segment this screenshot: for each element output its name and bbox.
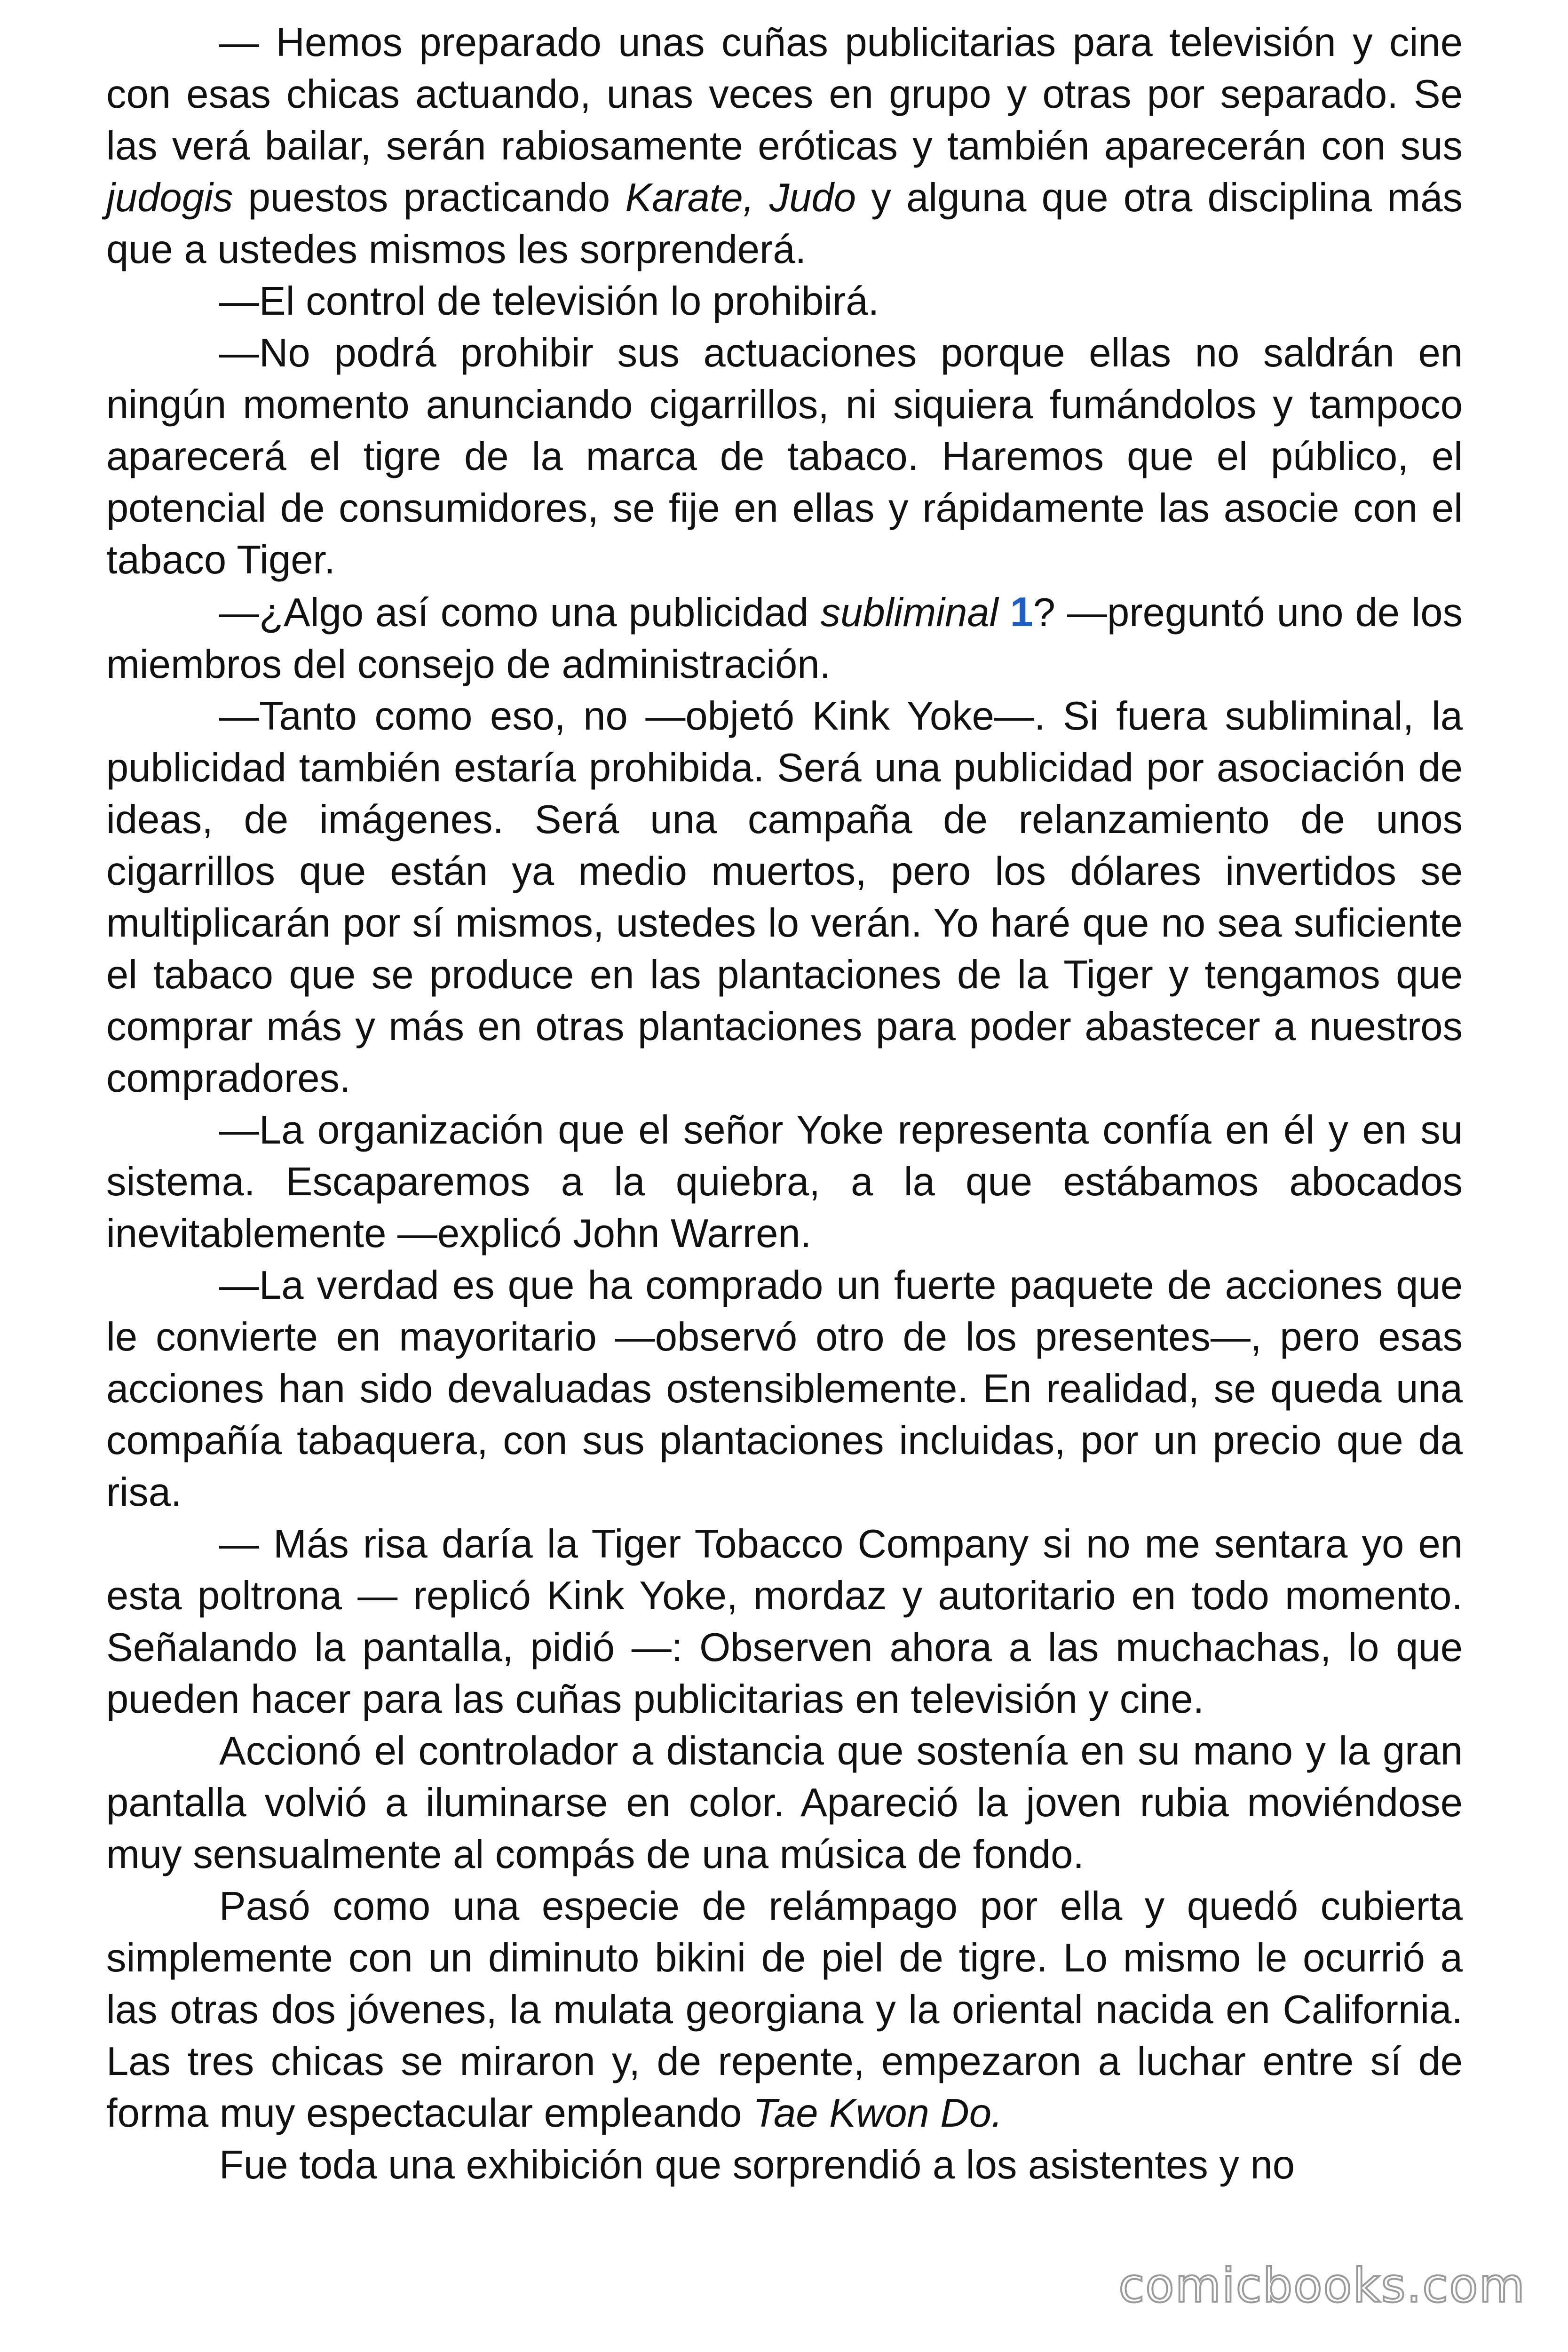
paragraph xyxy=(106,1518,1463,1725)
text-run: —La organización que el señor Yoke representa confía en él y en su sistema. Escaparemos a la quiebra, a la que estábamos abocados inevitablemente —explicó John Warren. xyxy=(106,1108,1463,1256)
text-run: Accionó el controlador a distancia que sostenía en su mano y la gran pantalla volvió a iluminarse en color. Apareció la joven rubia moviéndose muy sensualmente al compás de una música de fondo. xyxy=(106,1729,1463,1877)
text-run: Pasó como una especie de relámpago por ella y quedó cubierta simplemente con un diminuto bikini de piel de tigre. Lo mismo le ocurrió a las otras dos jóvenes, la mulata georgiana y la oriental nacida en California. Las tres chicas se miraron y, de repente, empezaron a luchar entre sí de forma muy espectacular empleando xyxy=(106,1884,1463,2136)
italic-text: subliminal xyxy=(820,590,998,635)
paragraph xyxy=(106,1104,1463,1260)
text-run: — Más risa daría la Tiger Tobacco Company si no me sentara yo en esta poltrona — replicó Kink Yoke, mordaz y autoritario en todo momento. Señalando la pantalla, pidió —: Observen ahora a las muchachas, lo que pueden hacer para las cuñas publicitarias en televisión y cine. xyxy=(106,1522,1463,1722)
paragraph xyxy=(106,327,1463,586)
text-run xyxy=(998,590,1010,635)
paragraph xyxy=(106,1725,1463,1881)
text-run: —El control de televisión lo prohibirá. xyxy=(219,279,879,324)
paragraph xyxy=(106,1881,1463,2139)
text-run: ? —preguntó uno de los miembros del consejo de administración. xyxy=(106,590,1463,687)
paragraph xyxy=(106,2139,1463,2191)
watermark-logo: comicbooks.com xyxy=(1118,2258,1526,2313)
book-page-text xyxy=(106,17,1463,2191)
text-run: y alguna que otra disciplina más que a ustedes mismos les sorprenderá. xyxy=(106,175,1463,272)
paragraph xyxy=(106,586,1463,691)
paragraph xyxy=(106,17,1463,276)
paragraph xyxy=(106,1260,1463,1518)
text-run: Fue toda una exhibición que sorprendió a los asistentes y no xyxy=(219,2143,1295,2187)
paragraph xyxy=(106,276,1463,327)
italic-text: Tae Kwon Do. xyxy=(752,2091,1003,2136)
footnote-marker: 1 xyxy=(1010,588,1033,635)
italic-text: judogis xyxy=(106,175,233,220)
text-run: —No podrá prohibir sus actuaciones porque ellas no saldrán en ningún momento anunciando cigarrillos, ni siquiera fumándolos y tampoco aparecerá el tigre de la marca de tabaco. Haremos que el público, el potencial de consumidores, se fije en ellas y rápidamente las asocie con el tabaco Tiger. xyxy=(106,331,1463,582)
paragraph xyxy=(106,691,1463,1104)
text-run: —La verdad es que ha comprado un fuerte paquete de acciones que le convierte en mayoritario —observó otro de los presentes—, pero esas acciones han sido devaluadas ostensiblemente. En realidad, se queda una compañía tabaquera, con sus plantaciones incluidas, por un precio que da risa. xyxy=(106,1263,1463,1515)
text-run: —¿Algo así como una publicidad xyxy=(219,590,821,635)
text-run: puestos practicando xyxy=(233,175,626,220)
text-run: — Hemos preparado unas cuñas publicitarias para televisión y cine con esas chicas actuando, unas veces en grupo y otras por separado. Se las verá bailar, serán rabiosamente eróticas y también aparecerán con sus xyxy=(106,20,1463,168)
italic-text: Karate, Judo xyxy=(625,175,856,220)
text-run: —Tanto como eso, no —objetó Kink Yoke—. Si fuera subliminal, la publicidad también estaría prohibida. Será una publicidad por asociación de ideas, de imágenes. Será una campaña de relanzamiento de unos cigarrillos que están ya medio muertos, pero los dólares invertidos se multiplicarán por sí mismos, ustedes lo verán. Yo haré que no sea suficiente el tabaco que se produce en las plantaciones de la Tiger y tengamos que comprar más y más en otras plantaciones para poder abastecer a nuestros compradores. xyxy=(106,694,1463,1101)
